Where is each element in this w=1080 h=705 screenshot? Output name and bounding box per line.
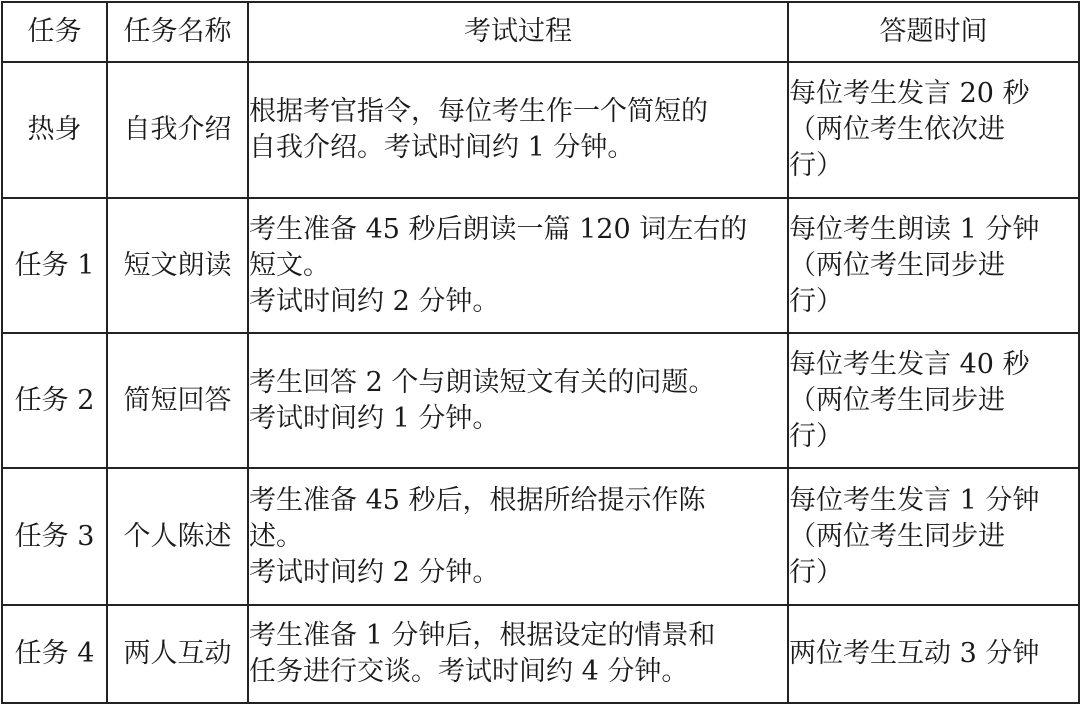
time-line: （两位考生同步进	[789, 249, 1005, 281]
process-line: 考生准备 45 秒后朗读一篇 120 词左右的	[249, 213, 748, 245]
header-process: 考试过程	[248, 2, 788, 62]
exam-task-table	[1, 1, 1080, 704]
answer-time-cell	[788, 468, 1079, 605]
time-line: 行）	[789, 285, 843, 317]
task-cell: 任务 4	[2, 605, 107, 703]
time-line: 每位考生发言 20 秒	[789, 78, 1030, 109]
task-name-cell: 两人互动	[107, 605, 248, 703]
process-line: 考试时间约 2 分钟。	[249, 556, 500, 588]
table-header-row	[2, 2, 1079, 62]
task-cell: 任务 3	[2, 468, 107, 605]
table-row	[2, 468, 1079, 605]
time-line: 行）	[789, 150, 843, 181]
process-line: 考生准备 1 分钟后，根据设定的情景和	[249, 620, 716, 651]
process-cell	[248, 333, 788, 468]
time-line: （两位考生同步进	[789, 384, 1005, 416]
process-cell	[248, 62, 788, 198]
task-name-cell: 个人陈述	[107, 468, 248, 605]
process-line: 任务进行交谈。考试时间约 4 分钟。	[249, 656, 689, 687]
table-row	[2, 62, 1079, 198]
time-line: （两位考生同步进	[789, 520, 1005, 552]
process-line: 述。	[249, 520, 303, 552]
time-line: 两位考生互动 3 分钟	[789, 638, 1040, 669]
task-cell: 任务 2	[2, 333, 107, 468]
answer-time-cell	[788, 198, 1079, 333]
task-name-cell: 自我介绍	[107, 62, 248, 198]
process-line: 考试时间约 2 分钟。	[249, 285, 500, 317]
process-line: 短文。	[249, 249, 330, 281]
answer-time-cell	[788, 62, 1079, 198]
table-row	[2, 198, 1079, 333]
task-name-cell: 简短回答	[107, 333, 248, 468]
answer-time-cell	[788, 605, 1079, 703]
time-line: 每位考生发言 40 秒	[789, 348, 1030, 380]
process-cell	[248, 605, 788, 703]
table-row	[2, 333, 1079, 468]
answer-time-cell	[788, 333, 1079, 468]
header-task: 任务	[2, 2, 107, 62]
task-cell: 热身	[2, 62, 107, 198]
time-line: 行）	[789, 420, 843, 452]
time-line: 行）	[789, 556, 843, 588]
process-line: 自我介绍。考试时间约 1 分钟。	[249, 132, 635, 163]
process-cell	[248, 198, 788, 333]
time-line: （两位考生依次进	[789, 114, 1005, 145]
task-cell: 任务 1	[2, 198, 107, 333]
exam-task-sheet	[0, 1, 1080, 705]
table-row	[2, 605, 1079, 703]
process-line: 考生准备 45 秒后，根据所给提示作陈	[249, 484, 706, 516]
process-line: 根据考官指令，每位考生作一个简短的	[249, 96, 708, 127]
header-task-name: 任务名称	[107, 2, 248, 62]
process-line: 考试时间约 1 分钟。	[249, 402, 500, 434]
process-cell	[248, 468, 788, 605]
time-line: 每位考生朗读 1 分钟	[789, 213, 1040, 245]
process-line: 考生回答 2 个与朗读短文有关的问题。	[249, 366, 716, 398]
time-line: 每位考生发言 1 分钟	[789, 484, 1040, 516]
header-answer-time: 答题时间	[788, 2, 1079, 62]
task-name-cell: 短文朗读	[107, 198, 248, 333]
